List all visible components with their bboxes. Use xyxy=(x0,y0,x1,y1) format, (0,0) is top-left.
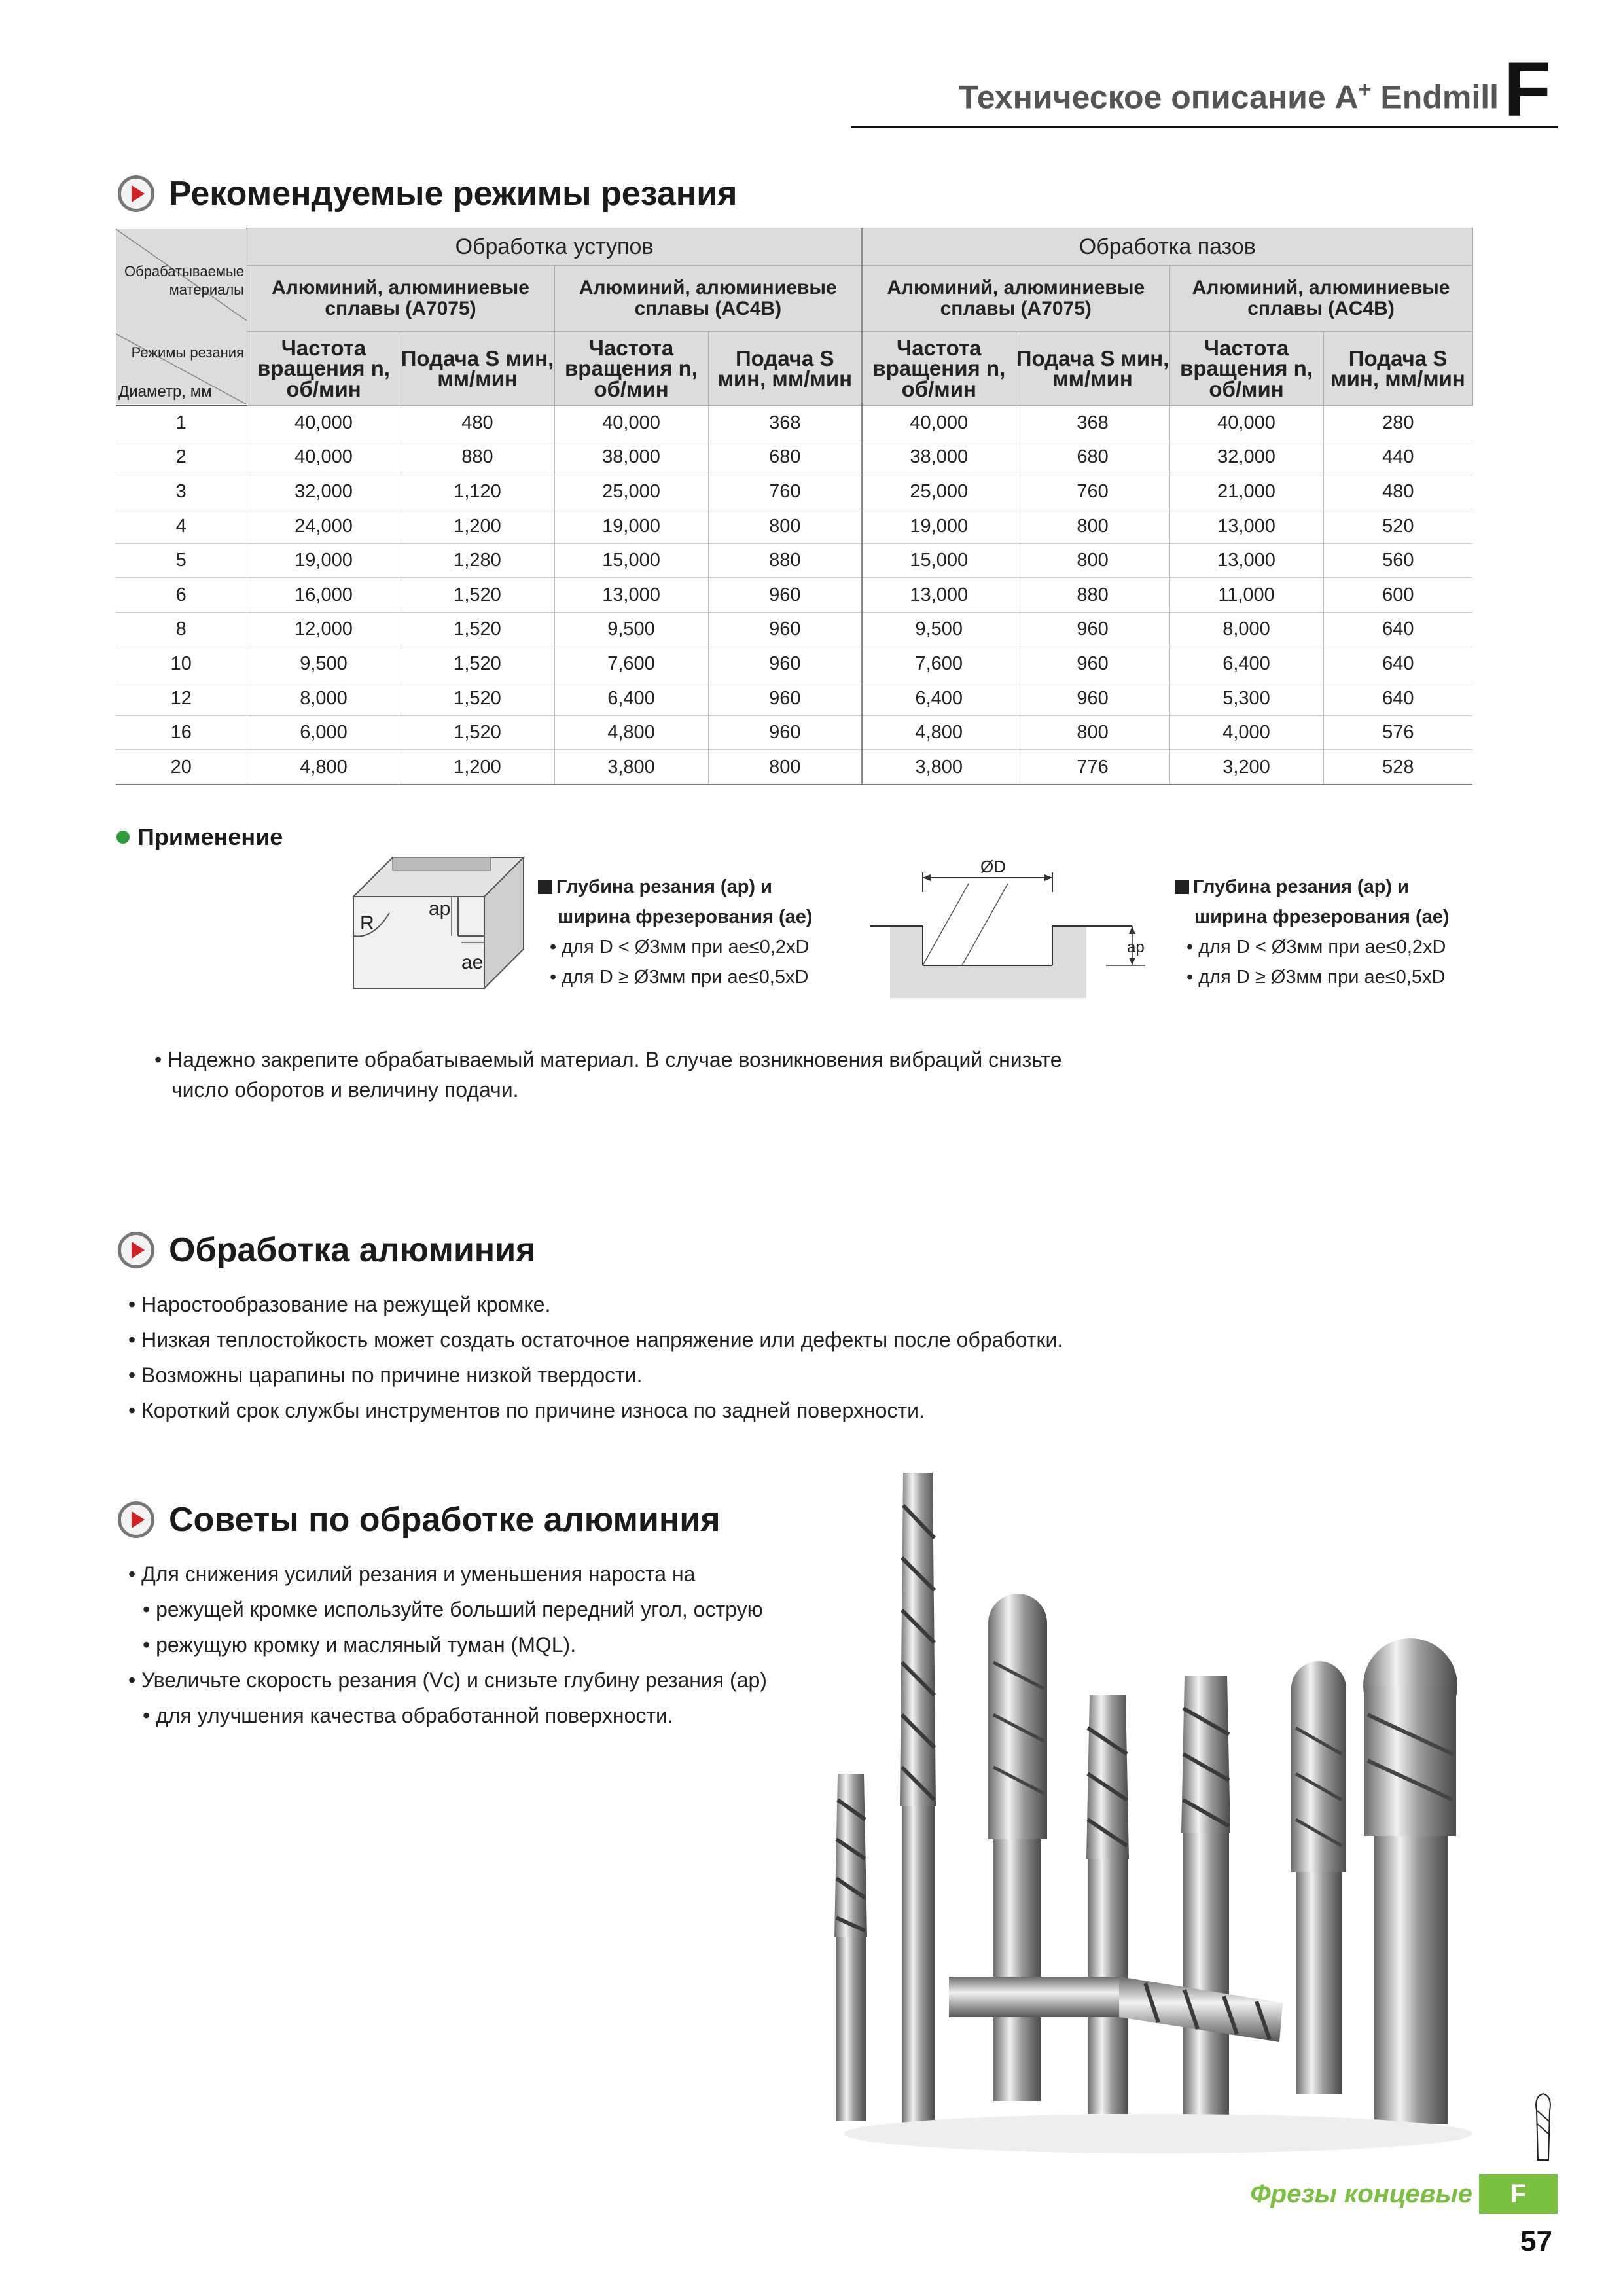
table-row xyxy=(116,406,1472,440)
value-cell: 5,300 xyxy=(1169,681,1323,716)
value-cell: 776 xyxy=(1016,750,1169,785)
list-item: • Короткий срок службы инструментов по причине износа по задней поверхности. xyxy=(128,1393,1063,1428)
value-cell: 960 xyxy=(1016,647,1169,681)
value-cell: 560 xyxy=(1323,543,1472,578)
value-cell: 760 xyxy=(708,475,862,509)
value-cell: 3,200 xyxy=(1169,750,1323,785)
param-header-feed: Подача S мин, мм/мин xyxy=(1323,332,1472,406)
footer-section-tab: F xyxy=(1479,2174,1558,2214)
value-cell: 4,800 xyxy=(554,715,708,750)
table-row xyxy=(116,715,1472,750)
table-row xyxy=(116,613,1472,647)
table-row xyxy=(116,475,1472,509)
value-cell: 40,000 xyxy=(1169,406,1323,440)
square-bullet-icon xyxy=(538,880,552,894)
value-cell: 680 xyxy=(1016,440,1169,475)
value-cell: 19,000 xyxy=(554,509,708,544)
value-cell: 1,520 xyxy=(401,647,554,681)
fixation-note: • Надежно закрепите обрабатываемый материал. В случае возникновения вибраций снизьте число оборотов и величину подачи. xyxy=(154,1048,1062,1102)
value-cell: 1,200 xyxy=(401,509,554,544)
play-icon xyxy=(118,175,154,212)
value-cell: 1,280 xyxy=(401,543,554,578)
value-cell: 960 xyxy=(708,613,862,647)
group-header-slot: Обработка пазов xyxy=(862,228,1472,266)
table-row xyxy=(116,578,1472,613)
section-letter: F xyxy=(1503,46,1551,133)
value-cell: 13,000 xyxy=(554,578,708,613)
value-cell: 1,520 xyxy=(401,613,554,647)
endmill-roughing xyxy=(834,1774,867,2121)
value-cell: 24,000 xyxy=(247,509,401,544)
value-cell: 880 xyxy=(1016,578,1169,613)
endmill-ball-3 xyxy=(1363,1638,1457,2124)
value-cell: 280 xyxy=(1323,406,1472,440)
value-cell: 528 xyxy=(1323,750,1472,785)
cutting-modes-table xyxy=(116,228,1473,785)
value-cell: 1,520 xyxy=(401,715,554,750)
value-cell: 640 xyxy=(1323,647,1472,681)
aluminium-tips-list: • Для снижения усилий резания и уменьшения нароста на • режущей кромке используйте больший передний угол, острую • режущую кромку и масляный туман (MQL). • Увеличьте скорость резания (Vc) и снизьте глубину резания (ap) • для улучшения качества обработанной поверхности. xyxy=(128,1556,767,1733)
value-cell: 680 xyxy=(708,440,862,475)
value-cell: 25,000 xyxy=(862,475,1016,509)
value-cell: 760 xyxy=(1016,475,1169,509)
group-header-shoulder: Обработка уступов xyxy=(247,228,862,266)
value-cell: 1,520 xyxy=(401,681,554,716)
section-title: Обработка алюминия xyxy=(169,1231,536,1269)
list-item: • Низкая теплостойкость может создать остаточное напряжение или дефекты после обработки. xyxy=(128,1322,1063,1357)
value-cell: 40,000 xyxy=(247,406,401,440)
diameter-label: ØD xyxy=(980,857,1006,876)
value-cell: 7,600 xyxy=(554,647,708,681)
value-cell: 960 xyxy=(708,681,862,716)
shoulder-milling-diagram xyxy=(334,851,530,1014)
value-cell: 960 xyxy=(708,578,862,613)
param-header-speed: Частота вращения n, об/мин xyxy=(554,332,708,406)
value-cell: 6,400 xyxy=(862,681,1016,716)
value-cell: 32,000 xyxy=(247,475,401,509)
value-cell: 520 xyxy=(1323,509,1472,544)
param-header-feed: Подача S мин, мм/мин xyxy=(401,332,554,406)
aluminium-issues-list xyxy=(128,1287,1063,1428)
value-cell: 9,500 xyxy=(554,613,708,647)
diameter-cell: 2 xyxy=(116,440,247,475)
value-cell: 800 xyxy=(1016,715,1169,750)
value-cell: 1,520 xyxy=(401,578,554,613)
value-cell: 13,000 xyxy=(862,578,1016,613)
value-cell: 4,800 xyxy=(247,750,401,785)
value-cell: 32,000 xyxy=(1169,440,1323,475)
section-heading-aluminium-tips xyxy=(118,1500,721,1539)
value-cell: 480 xyxy=(401,406,554,440)
diameter-cell: 3 xyxy=(116,475,247,509)
material-header: Алюминий, алюминиевые сплавы (AC4B) xyxy=(554,266,862,332)
table-row xyxy=(116,681,1472,716)
table-corner-header xyxy=(116,228,247,406)
value-cell: 960 xyxy=(708,647,862,681)
value-cell: 368 xyxy=(708,406,862,440)
value-cell: 38,000 xyxy=(862,440,1016,475)
play-icon xyxy=(118,1501,154,1538)
table-row xyxy=(116,440,1472,475)
material-header: Алюминий, алюминиевые сплавы (A7075) xyxy=(247,266,554,332)
material-header: Алюминий, алюминиевые сплавы (A7075) xyxy=(862,266,1169,332)
square-bullet-icon xyxy=(1175,880,1189,894)
footer-category: Фрезы концевые xyxy=(1250,2179,1472,2208)
section-heading-cutting-modes xyxy=(118,174,738,213)
endmill-ball-2 xyxy=(1291,1661,1346,2094)
section-title: Советы по обработке алюминия xyxy=(169,1501,721,1539)
play-icon xyxy=(118,1232,154,1268)
bullet-dot-icon xyxy=(116,831,130,844)
value-cell: 880 xyxy=(401,440,554,475)
param-header-speed: Частота вращения n, об/мин xyxy=(247,332,401,406)
legend-shoulder: Глубина резания (ap) и ширина фрезерования (ae) • для D < Ø3мм при ae≤0,2xD • для D ≥ Ø3мм при ae≤0,5xD xyxy=(538,872,813,992)
value-cell: 480 xyxy=(1323,475,1472,509)
material-header: Алюминий, алюминиевые сплавы (AC4B) xyxy=(1169,266,1472,332)
value-cell: 880 xyxy=(708,543,862,578)
diameter-cell: 16 xyxy=(116,715,247,750)
application-title: Применение xyxy=(116,823,283,851)
value-cell: 3,800 xyxy=(554,750,708,785)
ap-label: ap xyxy=(1127,939,1145,956)
table-row xyxy=(116,509,1472,544)
value-cell: 11,000 xyxy=(1169,578,1323,613)
value-cell: 368 xyxy=(1016,406,1169,440)
diameter-cell: 1 xyxy=(116,406,247,440)
value-cell: 13,000 xyxy=(1169,509,1323,544)
value-cell: 640 xyxy=(1323,681,1472,716)
endmill-square xyxy=(1181,1676,1230,2134)
corner-diagonals xyxy=(116,229,247,404)
value-cell: 9,500 xyxy=(862,613,1016,647)
header-divider xyxy=(851,126,1558,128)
value-cell: 6,400 xyxy=(554,681,708,716)
ae-label: ae xyxy=(461,952,484,973)
value-cell: 800 xyxy=(708,750,862,785)
value-cell: 4,000 xyxy=(1169,715,1323,750)
value-cell: 800 xyxy=(1016,543,1169,578)
value-cell: 1,200 xyxy=(401,750,554,785)
value-cell: 16,000 xyxy=(247,578,401,613)
diameter-cell: 4 xyxy=(116,509,247,544)
value-cell: 960 xyxy=(1016,681,1169,716)
value-cell: 6,000 xyxy=(247,715,401,750)
value-cell: 800 xyxy=(708,509,862,544)
list-item: • Для снижения усилий резания и уменьшения нароста на xyxy=(128,1556,767,1592)
page-number: 57 xyxy=(1520,2225,1552,2257)
value-cell: 600 xyxy=(1323,578,1472,613)
param-header-feed: Подача S мин, мм/мин xyxy=(1016,332,1169,406)
value-cell: 1,120 xyxy=(401,475,554,509)
corner-modes-label: Режимы резания xyxy=(131,344,244,361)
corner-materials-label: Обрабатываемые xyxy=(124,262,244,279)
endmills-product-photo xyxy=(818,1466,1538,2173)
value-cell: 4,800 xyxy=(862,715,1016,750)
list-item: • Наростообразование на режущей кромке. xyxy=(128,1287,1063,1322)
value-cell: 40,000 xyxy=(554,406,708,440)
value-cell: 6,400 xyxy=(1169,647,1323,681)
table-row xyxy=(116,543,1472,578)
ap-label: ap xyxy=(429,898,451,920)
diameter-cell: 10 xyxy=(116,647,247,681)
corner-diameter-label: Диаметр, мм xyxy=(118,382,212,401)
param-header-speed: Частота вращения n, об/мин xyxy=(1169,332,1323,406)
value-cell: 3,800 xyxy=(862,750,1016,785)
endmill-medium xyxy=(1086,1695,1129,2114)
param-header-feed: Подача S мин, мм/мин xyxy=(708,332,862,406)
value-cell: 8,000 xyxy=(1169,613,1323,647)
value-cell: 40,000 xyxy=(862,406,1016,440)
param-header-speed: Частота вращения n, об/мин xyxy=(862,332,1016,406)
value-cell: 15,000 xyxy=(554,543,708,578)
value-cell: 15,000 xyxy=(862,543,1016,578)
value-cell: 13,000 xyxy=(1169,543,1323,578)
value-cell: 800 xyxy=(1016,509,1169,544)
value-cell: 640 xyxy=(1323,613,1472,647)
value-cell: 7,600 xyxy=(862,647,1016,681)
r-label: R xyxy=(360,912,374,934)
value-cell: 19,000 xyxy=(247,543,401,578)
value-cell: 40,000 xyxy=(247,440,401,475)
diameter-cell: 8 xyxy=(116,613,247,647)
diameter-cell: 5 xyxy=(116,543,247,578)
value-cell: 12,000 xyxy=(247,613,401,647)
diameter-cell: 12 xyxy=(116,681,247,716)
value-cell: 440 xyxy=(1323,440,1472,475)
svg-text:материалы: материалы xyxy=(169,281,244,298)
list-item: • Увеличьте скорость резания (Vc) и снизьте глубину резания (ap) xyxy=(128,1662,767,1698)
endmill-small-icon xyxy=(1530,2091,1556,2163)
header-title: Техническое описание A+ Endmill xyxy=(958,77,1499,116)
endmill-ball-1 xyxy=(988,1594,1047,2101)
value-cell: 576 xyxy=(1323,715,1472,750)
table-row xyxy=(116,647,1472,681)
value-cell: 960 xyxy=(1016,613,1169,647)
value-cell: 21,000 xyxy=(1169,475,1323,509)
value-cell: 25,000 xyxy=(554,475,708,509)
diameter-cell: 20 xyxy=(116,750,247,785)
value-cell: 38,000 xyxy=(554,440,708,475)
section-title: Рекомендуемые режимы резания xyxy=(169,175,738,213)
endmill-long xyxy=(900,1473,936,2134)
list-item: • Возможны царапины по причине низкой твердости. xyxy=(128,1357,1063,1393)
diameter-cell: 6 xyxy=(116,578,247,613)
value-cell: 8,000 xyxy=(247,681,401,716)
table-row xyxy=(116,750,1472,785)
value-cell: 19,000 xyxy=(862,509,1016,544)
section-heading-aluminium-machining xyxy=(118,1230,536,1270)
value-cell: 9,500 xyxy=(247,647,401,681)
slot-milling-diagram xyxy=(870,854,1158,1001)
legend-slot: Глубина резания (ap) и ширина фрезерования (ae) • для D < Ø3мм при ae≤0,2xD • для D ≥ Ø3мм при ae≤0,5xD xyxy=(1175,872,1450,992)
value-cell: 960 xyxy=(708,715,862,750)
